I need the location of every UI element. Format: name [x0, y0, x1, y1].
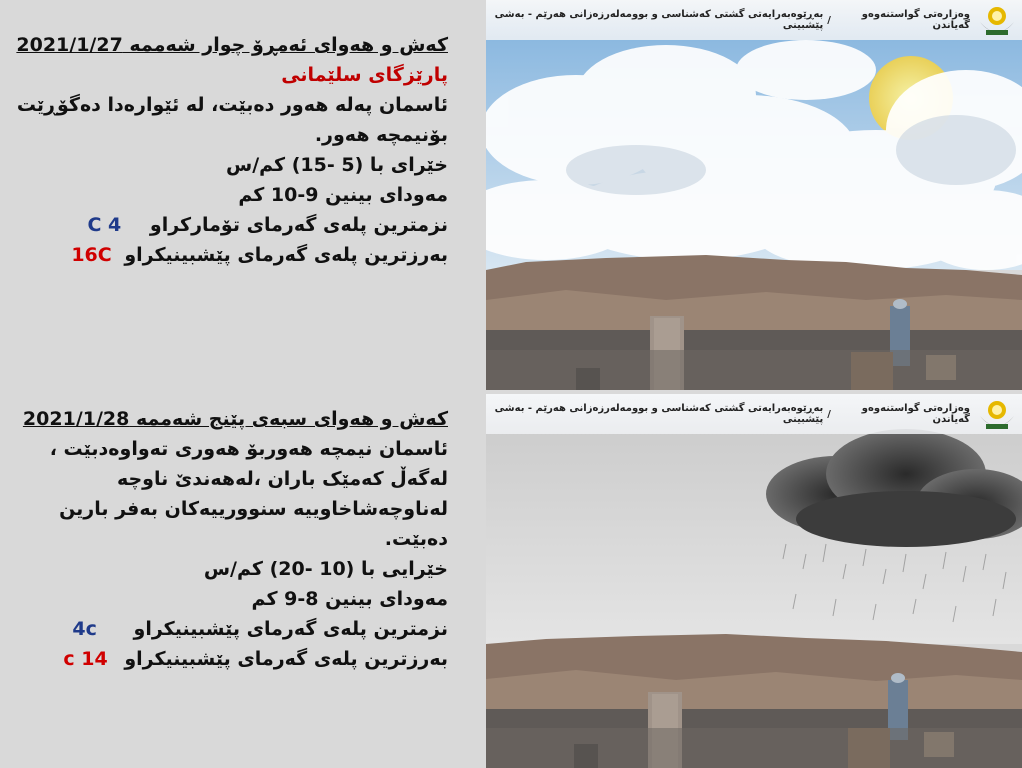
- max-temp-value: 14 c: [63, 648, 108, 670]
- forecast-tomorrow-title: کەش و هەوای سبەی پێنج شەممە 2021/1/28: [22, 408, 448, 430]
- agency-banner: [486, 0, 1022, 40]
- ministry-name: وەزارەتی گواستنەوەو گەیاندن: [861, 9, 970, 31]
- forecast-today-min-temp: [8, 210, 448, 240]
- kurdistan-emblem-icon: [976, 396, 1018, 432]
- forecast-tomorrow-visibility: مەودای بینین 8-9 کم: [251, 588, 448, 610]
- max-temp-label: بەرزترین پلەی گەرمای پێشبینیکراو: [124, 648, 448, 670]
- forecast-today-description: ئاسمان پەلە هەور دەبێت، لە ئێوارەدا دەگۆڕێت بۆنیمچە هەور.: [16, 94, 448, 146]
- partly-cloudy-city-scene: [486, 0, 1022, 390]
- department-name: بەڕێوەبەرایەتی گشتی کەشناسی و بوومەلەرزەزانی هەرێم - بەشی پێشبینی: [494, 403, 824, 425]
- tomorrow-weather-image: [486, 394, 1022, 768]
- forecast-today: [8, 30, 448, 270]
- min-temp-label: نزمترین پلەی گەرمای تۆمارکراو: [149, 214, 448, 236]
- forecast-today-visibility: مەودای بینین 9-10 کم: [238, 184, 448, 206]
- forecast-tomorrow-description: ئاسمان نیمچە هەوربۆ هەوری تەواوەدبێت ، لەگەڵ کەمێک باران ،لەهەندێ ناوچە لەناوچەشاخاوییە سنوورییەکان بەفر بارین دەبێت.: [49, 438, 448, 550]
- forecast-text-column: [0, 0, 486, 768]
- forecast-today-wind: خێرای با (5 -15) کم/س: [226, 154, 448, 176]
- max-temp-label: بەرزترین پلەی گەرمای پێشبینیکراو: [124, 244, 448, 266]
- forecast-today-title: کەش و هەوای ئەمڕۆ چوار شەممە 2021/1/27: [16, 34, 448, 56]
- kurdistan-emblem-icon: [976, 2, 1018, 38]
- banner-separator: /: [827, 408, 831, 420]
- forecast-tomorrow-wind: خێرایی با (10 -20) کم/س: [203, 558, 448, 580]
- min-temp-value: 4 C: [87, 214, 122, 236]
- today-weather-image: [486, 0, 1022, 390]
- min-temp-value: 4c: [72, 618, 97, 640]
- forecast-tomorrow: [8, 404, 448, 674]
- ministry-name: وەزارەتی گواستنەوەو گەیاندن: [861, 403, 970, 425]
- forecast-tomorrow-min-temp: [8, 614, 448, 644]
- forecast-today-max-temp: [8, 240, 448, 270]
- rain-city-scene: [486, 394, 1022, 768]
- max-temp-value: 16C: [71, 244, 112, 266]
- agency-banner: [486, 394, 1022, 434]
- banner-separator: /: [827, 14, 831, 26]
- department-name: بەڕێوەبەرایەتی گشتی کەشناسی و بوومەلەرزەزانی هەرێم - بەشی پێشبینی: [494, 9, 824, 31]
- location-name: پارێزگای سلێمانی: [281, 64, 448, 86]
- min-temp-label: نزمترین پلەی گەرمای پێشبینیکراو: [133, 618, 448, 640]
- forecast-tomorrow-max-temp: [8, 644, 448, 674]
